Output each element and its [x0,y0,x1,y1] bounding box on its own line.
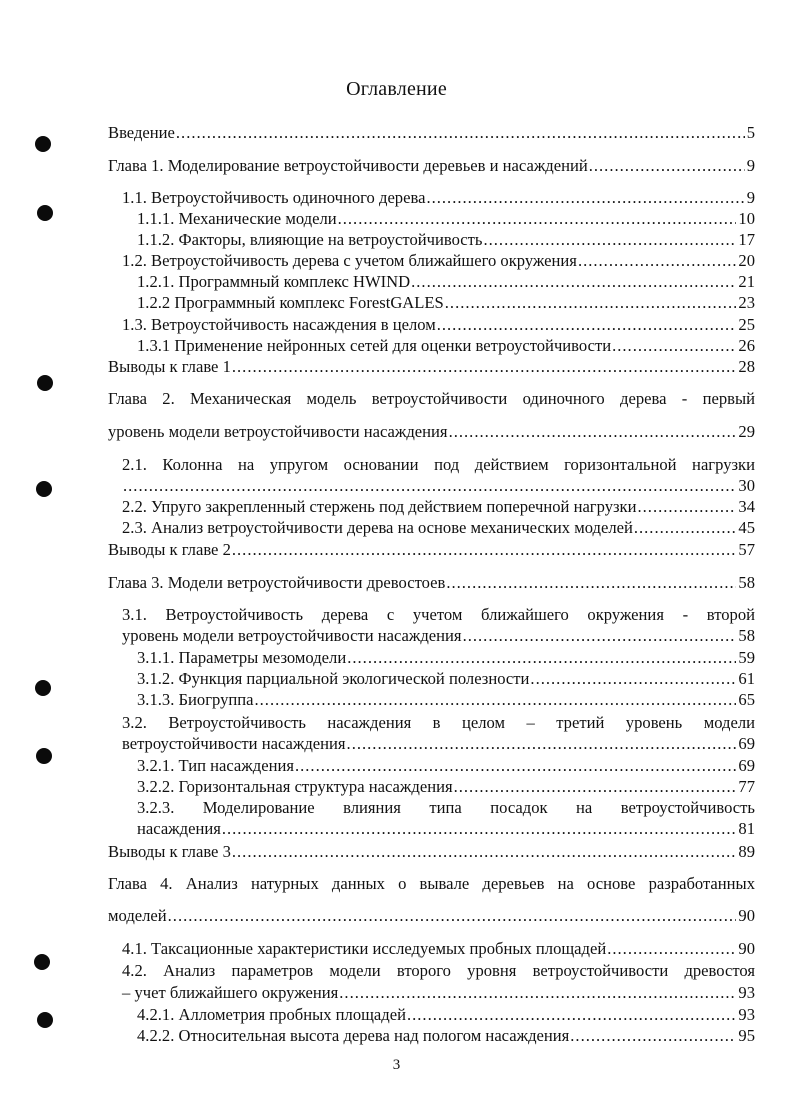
toc-entry-page: 5 [746,123,755,142]
toc-entry-page: 58 [738,626,755,645]
toc-entry-text: Глава 2. Механическая модель ветроустойчивости одиночного дерева - первый [108,389,755,408]
toc-entry-text: 2.2. Упруго закрепленный стержень под действием поперечной нагрузки [122,497,637,516]
toc-entry-continuation [108,421,755,442]
toc-entry-page: 45 [738,518,755,537]
toc-entry [122,314,755,335]
toc-entry-text: моделей [108,906,167,925]
toc-entry-page: 23 [738,293,755,312]
toc-entry-text: 1.1.2. Факторы, влияющие на ветроустойчивость [137,230,483,249]
toc-entry-page: 90 [738,906,755,925]
toc-entry [122,187,755,208]
toc-entry-page: 20 [738,251,755,270]
toc-entry [122,517,755,538]
toc-entry-text: 2.1. Колонна на упругом основании под действием горизонтальной нагрузки [122,455,755,474]
toc-entry [108,873,755,894]
toc-entry [137,1025,755,1046]
toc-entry-text: 1.2. Ветроустойчивость дерева с учетом ближайшего окружения [122,251,577,270]
toc-entry [108,841,755,862]
toc-entry-page: 10 [738,209,755,228]
toc-entry [122,938,755,959]
toc-entry-continuation [108,905,755,926]
toc-entry-text: 3.1.2. Функция парциальной экологической полезности [137,669,530,688]
toc-entry-page: 93 [738,983,755,1002]
toc-entry [108,122,755,143]
toc-entry-text: 1.2.1. Программный комплекс HWIND [137,272,411,291]
page-number: 3 [392,1057,401,1073]
toc-entry-text: уровень модели ветроустойчивости насаждения [108,422,448,441]
toc-entry [122,604,755,625]
toc-entry-text: Выводы к главе 2 [108,540,231,559]
toc-entry-text: 1.3.1 Применение нейронных сетей для оценки ветроустойчивости [137,336,612,355]
toc-entry-page: 25 [738,315,755,334]
toc-entry-text: Выводы к главе 3 [108,842,231,861]
toc-entry [137,335,755,356]
toc-entry-page: 69 [738,734,755,753]
toc-entry-page: 69 [738,756,755,775]
toc-entry-text: Введение [108,123,175,142]
toc-entry [137,668,755,689]
toc-entry [108,388,755,409]
toc-entry [122,712,755,733]
toc-entry-text: 3.1. Ветроустойчивость дерева с учетом ближайшего окружения - второй [122,605,755,624]
toc-entry [122,960,755,981]
toc-entry-text: 4.2.2. Относительная высота дерева над пологом насаждения [137,1026,570,1045]
toc-entry-page: 34 [738,497,755,516]
toc-entry [137,208,755,229]
toc-entry-page: 58 [738,573,755,592]
toc-entry [137,755,755,776]
toc-entry-page: 17 [738,230,755,249]
toc-entry-page: 93 [738,1005,755,1024]
toc-entry [137,271,755,292]
toc-entry-text: 4.2. Анализ параметров модели второго уровня ветроустойчивости древостоя [122,961,755,980]
toc-entry [108,539,755,560]
toc-entry [137,647,755,668]
toc-entry-text: 3.1.1. Параметры мезомодели [137,648,347,667]
toc-entry-page: 95 [738,1026,755,1045]
toc-entry-text: 1.1.1. Механические модели [137,209,337,228]
toc-entry-page: 90 [738,939,755,958]
toc-entry-text: Выводы к главе 1 [108,357,231,376]
toc-entry-continuation [122,733,755,754]
toc-entry-text: 3.2.2. Горизонтальная структура насаждения [137,777,453,796]
toc-entry [108,155,755,176]
toc-entry-page: 59 [738,648,755,667]
toc-entry-page: 21 [738,272,755,291]
toc-entry-text: 4.1. Таксационные характеристики исследуемых пробных площадей [122,939,607,958]
toc-entry [137,229,755,250]
toc-entry-text: 1.1. Ветроустойчивость одиночного дерева [122,188,426,207]
toc-entry-text: 3.2.3. Моделирование влияния типа посадок на ветроустойчивость [137,798,755,817]
toc-entry [137,292,755,313]
toc-entry-page: 61 [738,669,755,688]
toc-entry-page: 89 [738,842,755,861]
toc-entry-page: 9 [746,156,755,175]
toc-entry-text: уровень модели ветроустойчивости насаждения [122,626,462,645]
toc-entry-continuation [122,982,755,1003]
toc-entry-text: 3.2. Ветроустойчивость насаждения в целом – третий уровень модели [122,713,755,732]
toc-entry-continuation [122,625,755,646]
toc-entry [122,496,755,517]
toc-entry-page: 30 [738,476,755,495]
toc-entry-page: 81 [738,819,755,838]
toc-entry-page: 57 [738,540,755,559]
toc-entry [122,250,755,271]
toc-entry-page: 26 [738,336,755,355]
toc-entry-page: 65 [738,690,755,709]
toc-entry-page: 28 [738,357,755,376]
page-title: Оглавление [346,78,447,100]
toc-entry [137,689,755,710]
toc-entry-page: 9 [746,188,755,207]
toc-entry-text: насаждения [137,819,221,838]
toc-entry-text: Глава 4. Анализ натурных данных о вывале деревьев на основе разработанных [108,874,755,893]
toc-entry [108,572,755,593]
toc-entry-text: 1.3. Ветроустойчивость насаждения в целом [122,315,436,334]
toc-entry [137,776,755,797]
toc-entry-continuation [137,818,755,839]
toc-entry-text: ветроустойчивости насаждения [122,734,346,753]
toc-entry-text: 4.2.1. Аллометрия пробных площадей [137,1005,406,1024]
toc-entry [122,454,755,475]
toc-entry-text: Глава 1. Моделирование ветроустойчивости деревьев и насаждений [108,156,588,175]
toc-entry-text: 3.1.3. Биогруппа [137,690,254,709]
toc-entry-text: 3.2.1. Тип насаждения [137,756,294,775]
toc-entry [108,356,755,377]
toc-entry-text: 1.2.2 Программный комплекс ForestGALES [137,293,444,312]
toc-entry [137,1004,755,1025]
toc-entry-text: 2.3. Анализ ветроустойчивости дерева на основе механических моделей [122,518,633,537]
toc-entry [137,797,755,818]
toc-entry-text: Глава 3. Модели ветроустойчивости древостоев [108,573,446,592]
toc-entry-page: 77 [738,777,755,796]
toc-entry-page: 29 [738,422,755,441]
toc-entry-text: – учет ближайшего окружения [122,983,339,1002]
toc-entry-continuation [122,475,755,496]
